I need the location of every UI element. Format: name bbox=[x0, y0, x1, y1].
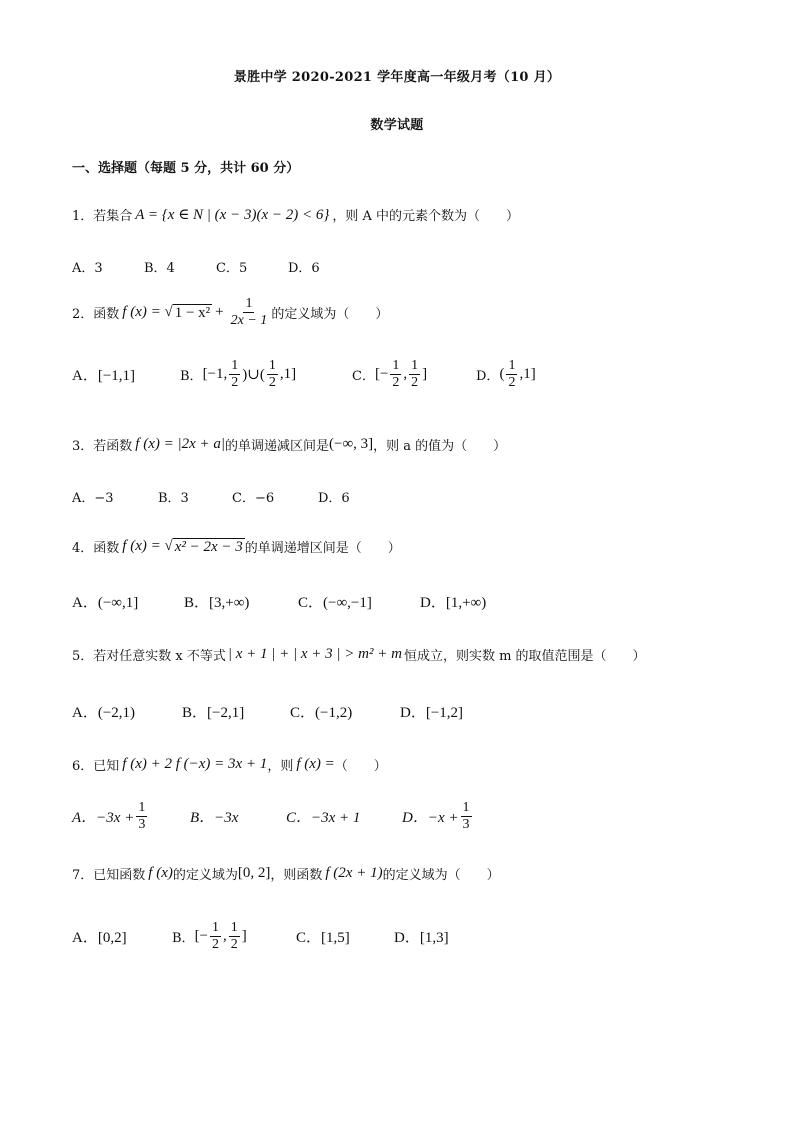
option-c: C．5 bbox=[216, 261, 248, 276]
question-6-mid: ，则 bbox=[267, 759, 294, 774]
option-b bbox=[180, 358, 352, 391]
question-4-function: f (x) = √ bbox=[122, 538, 173, 554]
question-2-suffix: 的定义域为（ ） bbox=[271, 307, 389, 322]
question-6-target: f (x) = bbox=[296, 756, 335, 772]
fraction-numerator: 1 bbox=[392, 358, 400, 373]
fraction-denominator: 2 bbox=[212, 937, 220, 952]
option-b-left: [− bbox=[194, 928, 209, 944]
fraction-numerator: 1 bbox=[212, 920, 220, 935]
option-b bbox=[172, 920, 296, 953]
question-1-prefix: 1．若集合 bbox=[72, 209, 133, 224]
question-2-plus: + bbox=[215, 304, 224, 320]
question-7-composite: f (2x + 1) bbox=[325, 865, 383, 881]
option-b: B．−3x bbox=[190, 810, 239, 826]
fraction-numerator: 1 bbox=[462, 800, 470, 815]
option-b-frac-1 bbox=[210, 920, 221, 953]
question-4-suffix: 的单调递增区间是（ ） bbox=[244, 541, 401, 556]
fraction-numerator: 1 bbox=[411, 358, 419, 373]
question-6 bbox=[72, 755, 387, 774]
fraction-denominator: 2 bbox=[392, 375, 400, 390]
option-b-left: [−1, bbox=[202, 366, 228, 382]
question-2-function: f (x) = √ bbox=[122, 304, 173, 320]
question-7-prefix: 7．已知函数 bbox=[72, 868, 146, 883]
fraction-numerator: 1 bbox=[230, 920, 238, 935]
option-a-frac bbox=[136, 800, 147, 833]
option-a: A．[−1,1] bbox=[72, 368, 136, 384]
fraction-denominator: 3 bbox=[462, 817, 470, 832]
option-a: A．[0,2] bbox=[72, 930, 127, 946]
fraction-numerator: 1 bbox=[245, 296, 253, 311]
option-b: B．[−2,1] bbox=[182, 705, 245, 721]
option-c: C．−3x + 1 bbox=[286, 810, 361, 826]
option-b-frac-2 bbox=[229, 920, 240, 953]
option-d-frac bbox=[461, 800, 472, 833]
option-c-left: [− bbox=[374, 366, 389, 382]
question-4-radicand: x² − 2x − 3 bbox=[174, 538, 243, 555]
question-3-prefix: 3．若函数 bbox=[72, 439, 133, 454]
question-4-prefix: 4．函数 bbox=[72, 541, 120, 556]
question-4 bbox=[72, 537, 401, 556]
option-c: C．−6 bbox=[232, 491, 275, 506]
fraction-denominator: 2 bbox=[231, 375, 239, 390]
question-3-mid: 的单调递减区间是 bbox=[225, 439, 330, 454]
option-c-frac-1 bbox=[390, 358, 401, 391]
section-heading: 一、选择题（每题 5 分，共计 60 分） bbox=[72, 161, 300, 176]
fraction-numerator: 1 bbox=[508, 358, 516, 373]
option-d-label: D． bbox=[476, 369, 500, 384]
question-7-options bbox=[72, 920, 449, 953]
question-3 bbox=[72, 435, 506, 454]
option-a bbox=[72, 800, 190, 833]
question-5-suffix: 恒成立，则实数 m 的取值范围是（ ） bbox=[403, 649, 646, 664]
option-c: C．(−∞,−1] bbox=[298, 595, 372, 611]
question-3-suffix: ，则 a 的值为（ ） bbox=[373, 439, 507, 454]
option-d-right: ,1] bbox=[519, 366, 536, 382]
option-c-mid: , bbox=[403, 366, 408, 382]
question-7-function: f (x) bbox=[148, 865, 173, 881]
question-2 bbox=[72, 296, 388, 329]
option-d-frac bbox=[506, 358, 517, 391]
question-1-expression: A = {x ∈ N | (x − 3)(x − 2) < 6} bbox=[135, 207, 330, 223]
option-d: D．6 bbox=[318, 491, 350, 506]
question-4-options bbox=[72, 591, 486, 612]
question-3-interval: (−∞, 3] bbox=[329, 436, 374, 452]
question-2-options bbox=[72, 358, 536, 391]
question-1-options bbox=[72, 257, 320, 276]
option-a: A．−3 bbox=[72, 491, 114, 506]
option-d bbox=[476, 358, 536, 391]
exam-subtitle: 数学试题 bbox=[370, 118, 424, 133]
fraction-denominator: 2 bbox=[508, 375, 516, 390]
exam-title: 景胜中学 2020-2021 学年度高一年级月考（10 月） bbox=[233, 70, 561, 85]
option-c: C．(−1,2) bbox=[290, 705, 353, 721]
question-6-options bbox=[72, 800, 474, 833]
option-d: D．6 bbox=[288, 261, 320, 276]
option-b-right: ] bbox=[241, 928, 247, 944]
option-b-frac-2 bbox=[267, 358, 278, 391]
option-c-label: C． bbox=[352, 369, 375, 384]
option-b-right: ,1] bbox=[279, 366, 297, 382]
option-a-label: A．−3x + bbox=[72, 810, 135, 826]
question-7 bbox=[72, 864, 500, 883]
fraction-numerator: 1 bbox=[268, 358, 276, 373]
option-d: D．[−1,2] bbox=[400, 705, 464, 721]
option-b-label: B． bbox=[180, 369, 203, 384]
option-a: A．(−∞,1] bbox=[72, 595, 139, 611]
question-6-equation: f (x) + 2 f (−x) = 3x + 1 bbox=[122, 756, 268, 772]
question-7-suffix: 的定义域为（ ） bbox=[382, 868, 500, 883]
fraction-denominator: 3 bbox=[138, 817, 146, 832]
option-c-right: ] bbox=[422, 366, 428, 382]
option-a: A．(−2,1) bbox=[72, 705, 136, 721]
fraction-numerator: 1 bbox=[138, 800, 146, 815]
option-b-frac-1 bbox=[229, 358, 240, 391]
question-5-prefix: 5．若对任意实数 x 不等式 bbox=[72, 649, 226, 664]
fraction-denominator: 2x − 1 bbox=[230, 313, 268, 328]
question-2-fraction bbox=[229, 296, 270, 329]
option-b-label: B． bbox=[172, 931, 195, 946]
question-2-prefix: 2．函数 bbox=[72, 307, 120, 322]
option-c-frac-2 bbox=[409, 358, 420, 391]
question-5-options bbox=[72, 701, 463, 722]
question-7-interval: [0, 2] bbox=[237, 865, 271, 881]
question-7-mid2: ，则函数 bbox=[270, 868, 323, 883]
option-d bbox=[402, 800, 474, 833]
question-5-inequality: | x + 1 | + | x + 3 | > m² + m bbox=[227, 646, 402, 662]
option-d-left: ( bbox=[499, 366, 505, 382]
question-6-suffix: （ ） bbox=[334, 759, 387, 774]
option-c: C．[1,5] bbox=[296, 930, 350, 946]
fraction-denominator: 2 bbox=[411, 375, 419, 390]
question-2-radicand: 1 − x² bbox=[174, 304, 211, 321]
option-c bbox=[352, 358, 476, 391]
option-b: B．3 bbox=[158, 491, 189, 506]
question-7-mid: 的定义域为 bbox=[172, 868, 238, 883]
option-b-mid: )∪( bbox=[242, 367, 265, 383]
fraction-numerator: 1 bbox=[231, 358, 239, 373]
option-a: A．3 bbox=[72, 261, 103, 276]
question-1 bbox=[72, 205, 519, 224]
option-d: D．[1,3] bbox=[394, 930, 449, 946]
option-d-label: D．−x + bbox=[402, 810, 459, 826]
option-b: B．[3,+∞) bbox=[184, 595, 250, 611]
question-5 bbox=[72, 645, 646, 664]
option-d: D．[1,+∞) bbox=[420, 595, 487, 611]
question-6-prefix: 6．已知 bbox=[72, 759, 120, 774]
question-3-options bbox=[72, 487, 350, 506]
option-b: B．4 bbox=[144, 261, 175, 276]
fraction-denominator: 2 bbox=[230, 937, 238, 952]
fraction-denominator: 2 bbox=[268, 375, 276, 390]
question-3-function: f (x) = |2x + a| bbox=[135, 436, 225, 452]
question-1-suffix: ，则 A 中的元素个数为（ ） bbox=[332, 209, 519, 224]
option-b-mid: , bbox=[223, 928, 227, 944]
